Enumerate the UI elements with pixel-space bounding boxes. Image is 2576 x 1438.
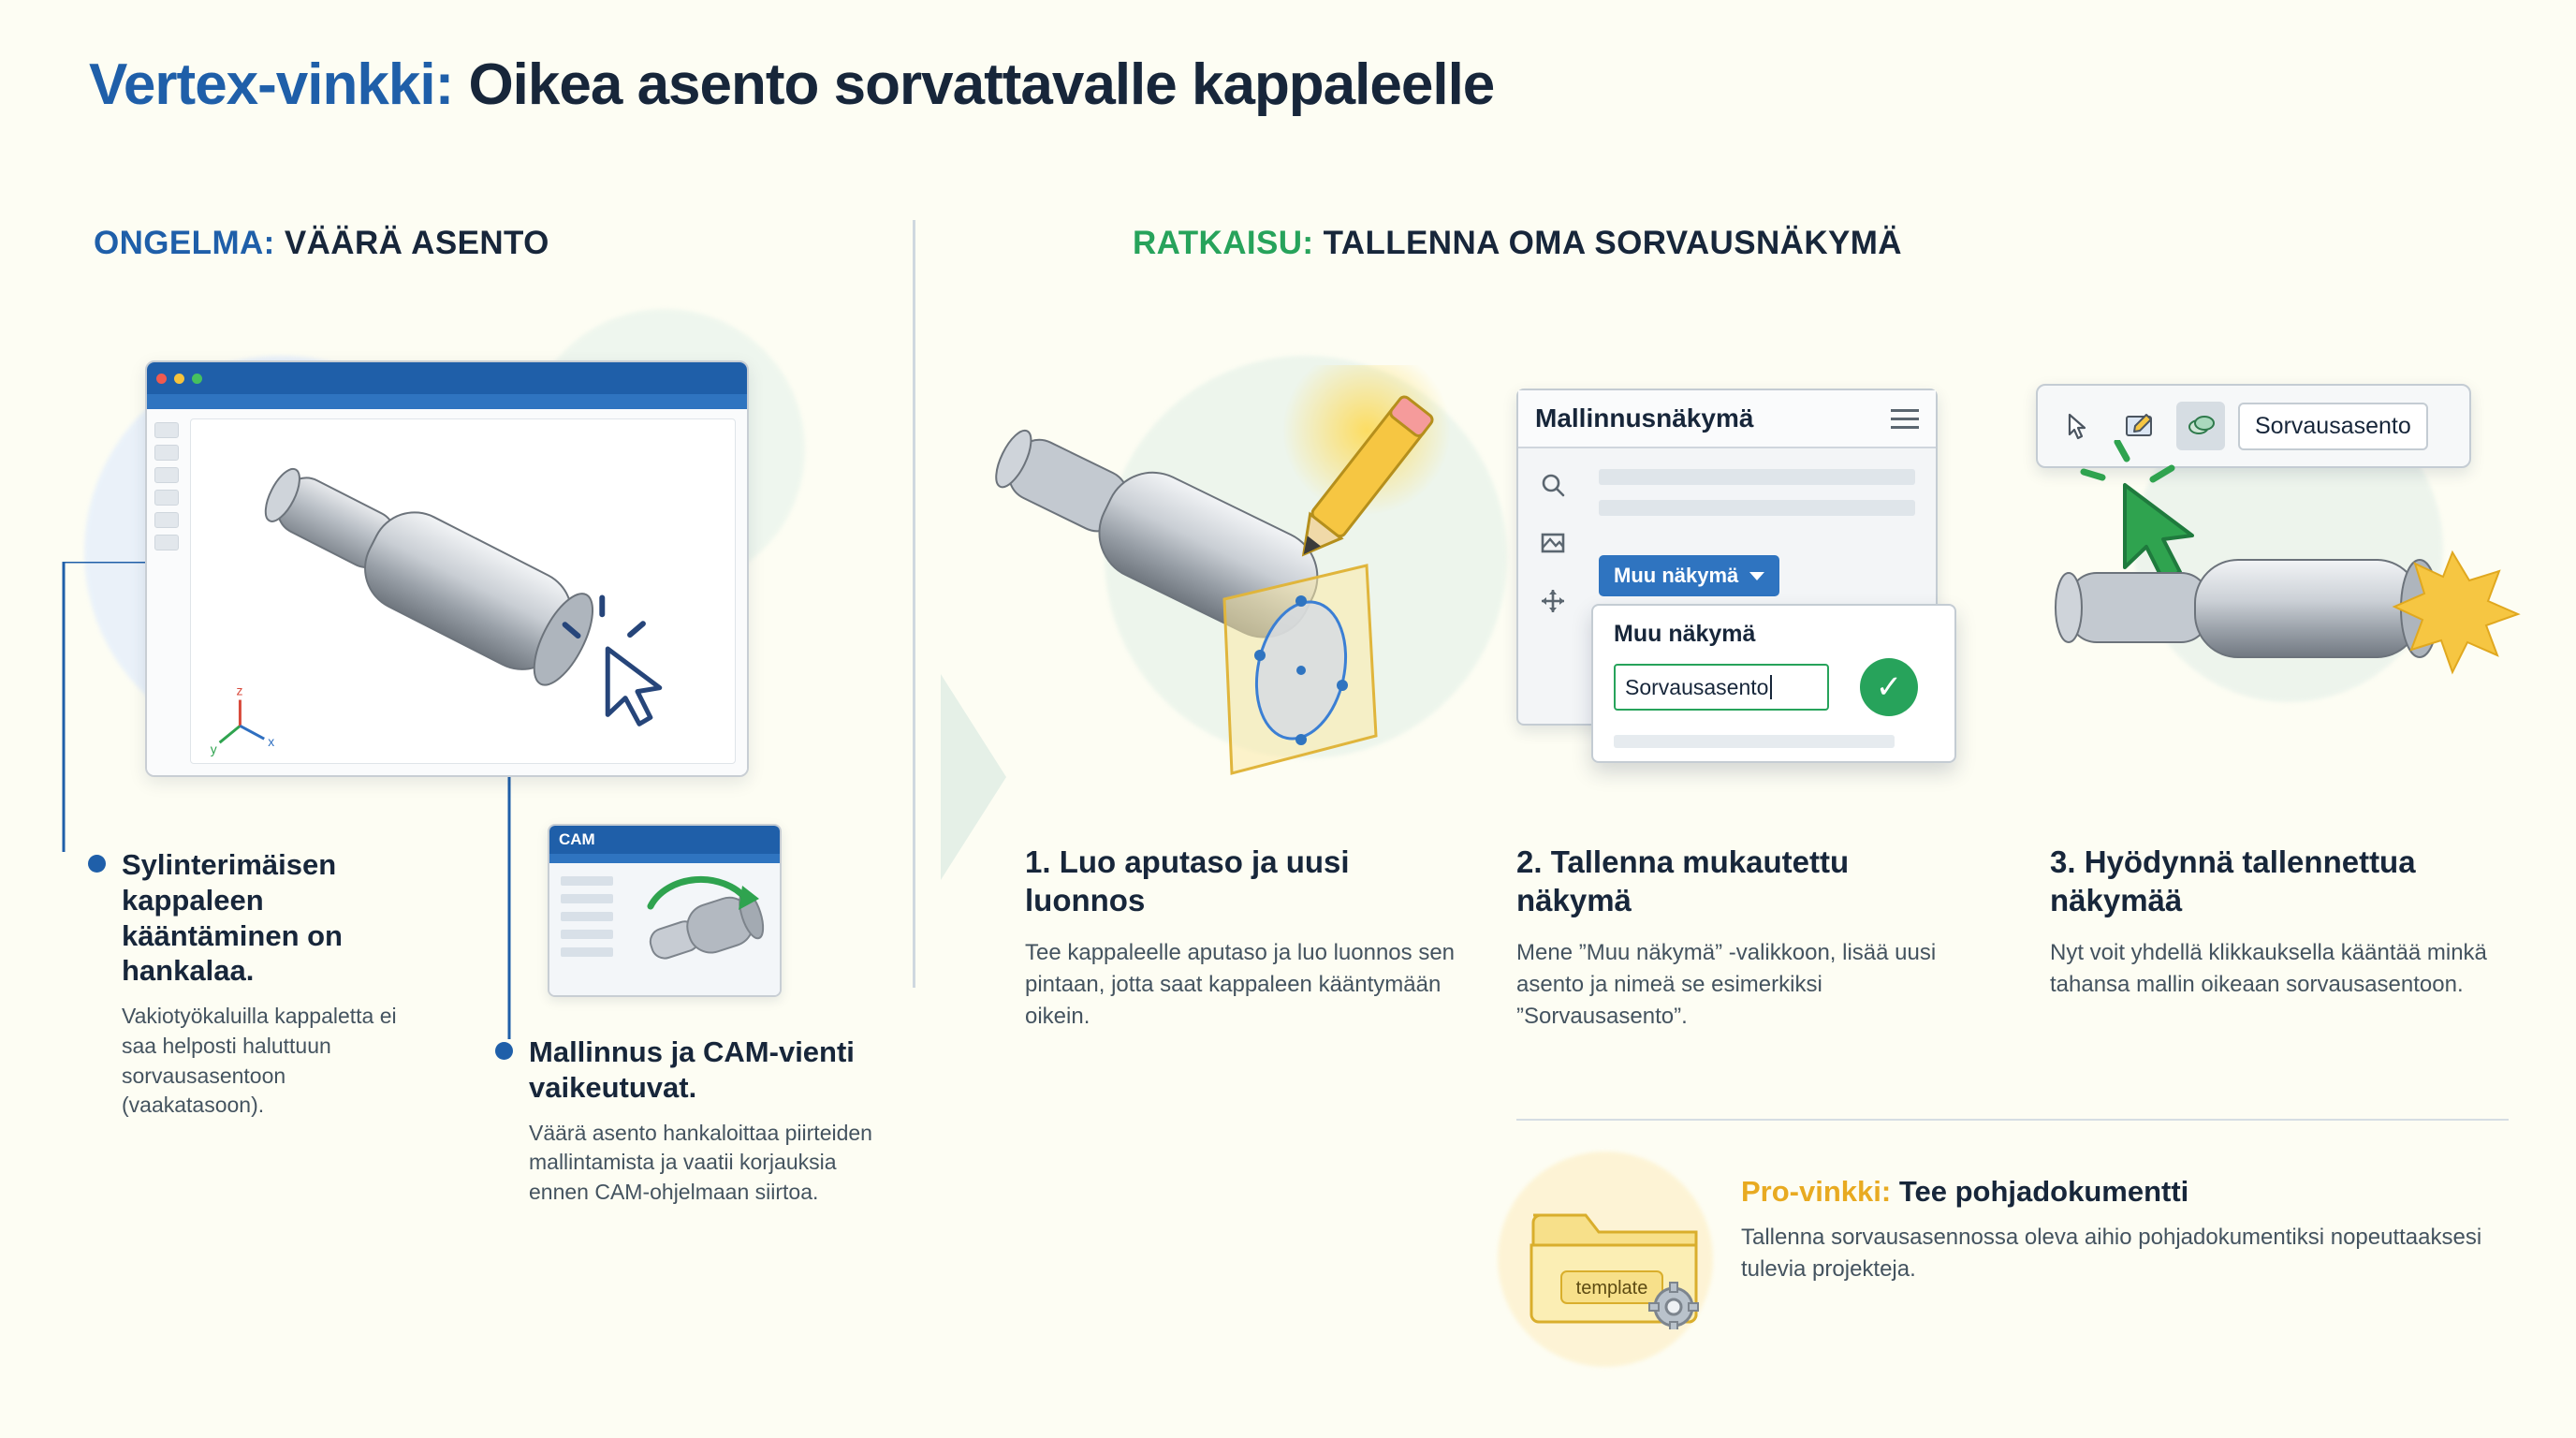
minimize-dot-icon[interactable] — [174, 374, 184, 384]
folder-gear-icon — [1526, 1189, 1704, 1329]
view-panel-title: Mallinnusnäkymä — [1535, 404, 1754, 433]
svg-text:y: y — [210, 741, 217, 757]
problem-heading — [94, 225, 549, 262]
page-title-accent: Vertex-vinkki: — [89, 52, 454, 117]
cam-card-title: CAM — [549, 826, 780, 854]
rail-button[interactable] — [154, 490, 179, 506]
section-divider — [913, 220, 915, 988]
view-panel-header — [1518, 390, 1936, 448]
page-title-main: Oikea asento sorvattavalle kappaleelle — [468, 52, 1495, 117]
text-caret — [1770, 675, 1772, 699]
pro-tip-divider — [1516, 1119, 2509, 1121]
step-body: Nyt voit yhdellä klikkauksella kääntää minkä tahansa mallin oikeaan sorvausasentoon. — [2050, 939, 2487, 997]
step-body: Tee kappaleelle aputaso ja luo luonnos sen pintaan, jotta saat kappaleen kääntymään oikein. — [1025, 939, 1456, 1029]
step-body: Mene ”Muu näkymä” -valikkoon, lisää uusi asento ja nimeä se esimerkiksi ”Sorvausasento”. — [1516, 939, 1937, 1029]
problem-label: ONGELMA: — [94, 225, 275, 261]
svg-text:z: z — [236, 682, 243, 698]
rail-button[interactable] — [154, 422, 179, 438]
cam-card-strip — [549, 854, 780, 863]
pro-tip-title: Tee pohjadokumentti — [1898, 1175, 2189, 1208]
list-item — [561, 930, 613, 939]
mouse-cursor-icon — [607, 649, 660, 724]
cam-card-body — [549, 863, 780, 995]
list-item — [561, 894, 613, 903]
step-1 — [1025, 843, 1465, 1033]
list-item — [561, 947, 613, 957]
dialog-label: Muu näkymä — [1614, 621, 1756, 647]
list-item — [1599, 469, 1915, 485]
solution-label: RATKAISU: — [1133, 225, 1314, 261]
pro-tip-body: Tallenna sorvausasennossa oleva aihio pohjadokumentiksi nopeuttaaksesi tulevia projekteja. — [1741, 1225, 2482, 1283]
step-3 — [2050, 843, 2509, 1001]
dialog-footer-strip — [1614, 735, 1895, 748]
saved-view-chip[interactable]: Sorvausasento — [2238, 403, 2428, 450]
step-title: 1. Luo aputaso ja uusi luonnos — [1025, 844, 1350, 918]
green-cursor-icon — [2125, 485, 2192, 580]
view-icon[interactable] — [1531, 521, 1574, 565]
window-toolbar-strip — [147, 394, 747, 409]
model-canvas[interactable] — [190, 418, 736, 764]
bullet-dot — [88, 855, 106, 873]
solution-heading — [1133, 225, 1902, 262]
dropdown-label: Muu näkymä — [1614, 564, 1739, 587]
close-dot-icon[interactable] — [156, 374, 167, 384]
rail-button[interactable] — [154, 535, 179, 550]
window-tool-rail[interactable] — [154, 422, 179, 557]
callout-body: Vakiotyökaluilla kappaletta ei saa helposti haluttuun sorvausasentoon (vaakatasoon). — [122, 1004, 397, 1118]
hamburger-icon[interactable] — [1891, 404, 1919, 434]
cam-rotation-illustration — [622, 873, 777, 985]
step-2 — [1516, 843, 1966, 1033]
view-name-value: Sorvausasento — [1625, 674, 1769, 699]
svg-text:x: x — [268, 734, 275, 750]
window-titlebar — [147, 362, 747, 394]
bullet-dot — [495, 1042, 513, 1060]
view-panel-tools[interactable] — [1531, 463, 1582, 638]
step1-illustration — [973, 365, 1498, 805]
callout-title: Mallinnus ja CAM-vienti vaikeutuvat. — [529, 1035, 855, 1104]
callout-body: Väärä asento hankaloittaa piirteiden mallintamista ja vaatii korjauksia ennen CAM-ohjelmaan siirtoa. — [529, 1120, 872, 1205]
problem-callout-1 — [122, 847, 431, 1121]
cad-application-window[interactable] — [145, 360, 749, 777]
rail-button[interactable] — [154, 445, 179, 461]
page-title — [89, 51, 1494, 118]
axis-triad-icon — [211, 683, 274, 756]
window-body — [147, 409, 747, 775]
chevron-down-icon — [1749, 572, 1764, 580]
problem-callout-2 — [529, 1034, 894, 1208]
check-icon[interactable]: ✓ — [1860, 658, 1918, 716]
search-icon[interactable] — [1531, 463, 1574, 506]
callout-title: Sylinterimäisen kappaleen kääntäminen on hankalaa. — [122, 848, 343, 988]
pro-tip — [1741, 1175, 2518, 1285]
pro-tip-heading — [1741, 1175, 2518, 1209]
step-title: 2. Tallenna mukautettu näkymä — [1516, 844, 1850, 918]
folder-tag-label: template — [1575, 1278, 1648, 1299]
pro-tip-label: Pro-vinkki: — [1741, 1175, 1892, 1208]
rename-view-dialog[interactable] — [1591, 604, 1956, 763]
maximize-dot-icon[interactable] — [192, 374, 202, 384]
step3-illustration — [2012, 440, 2537, 833]
list-item — [561, 912, 613, 921]
click-burst-icon — [2084, 442, 2172, 479]
step-title: 3. Hyödynnä tallennettua näkymää — [2050, 844, 2416, 918]
list-item — [1599, 500, 1915, 516]
problem-heading-text: VÄÄRÄ ASENTO — [284, 225, 549, 261]
tilted-shaft-illustration — [191, 419, 735, 763]
view-panel-rows — [1599, 469, 1915, 531]
view-name-input[interactable] — [1614, 664, 1829, 711]
rail-button[interactable] — [154, 512, 179, 528]
move-icon[interactable] — [1531, 580, 1574, 623]
list-item — [561, 876, 613, 886]
other-view-dropdown[interactable] — [1599, 555, 1779, 596]
rail-button[interactable] — [154, 467, 179, 483]
cam-card-list — [561, 876, 613, 965]
solution-heading-text: TALLENNA OMA SORVAUSNÄKYMÄ — [1323, 225, 1902, 261]
cam-export-card[interactable] — [548, 824, 782, 997]
